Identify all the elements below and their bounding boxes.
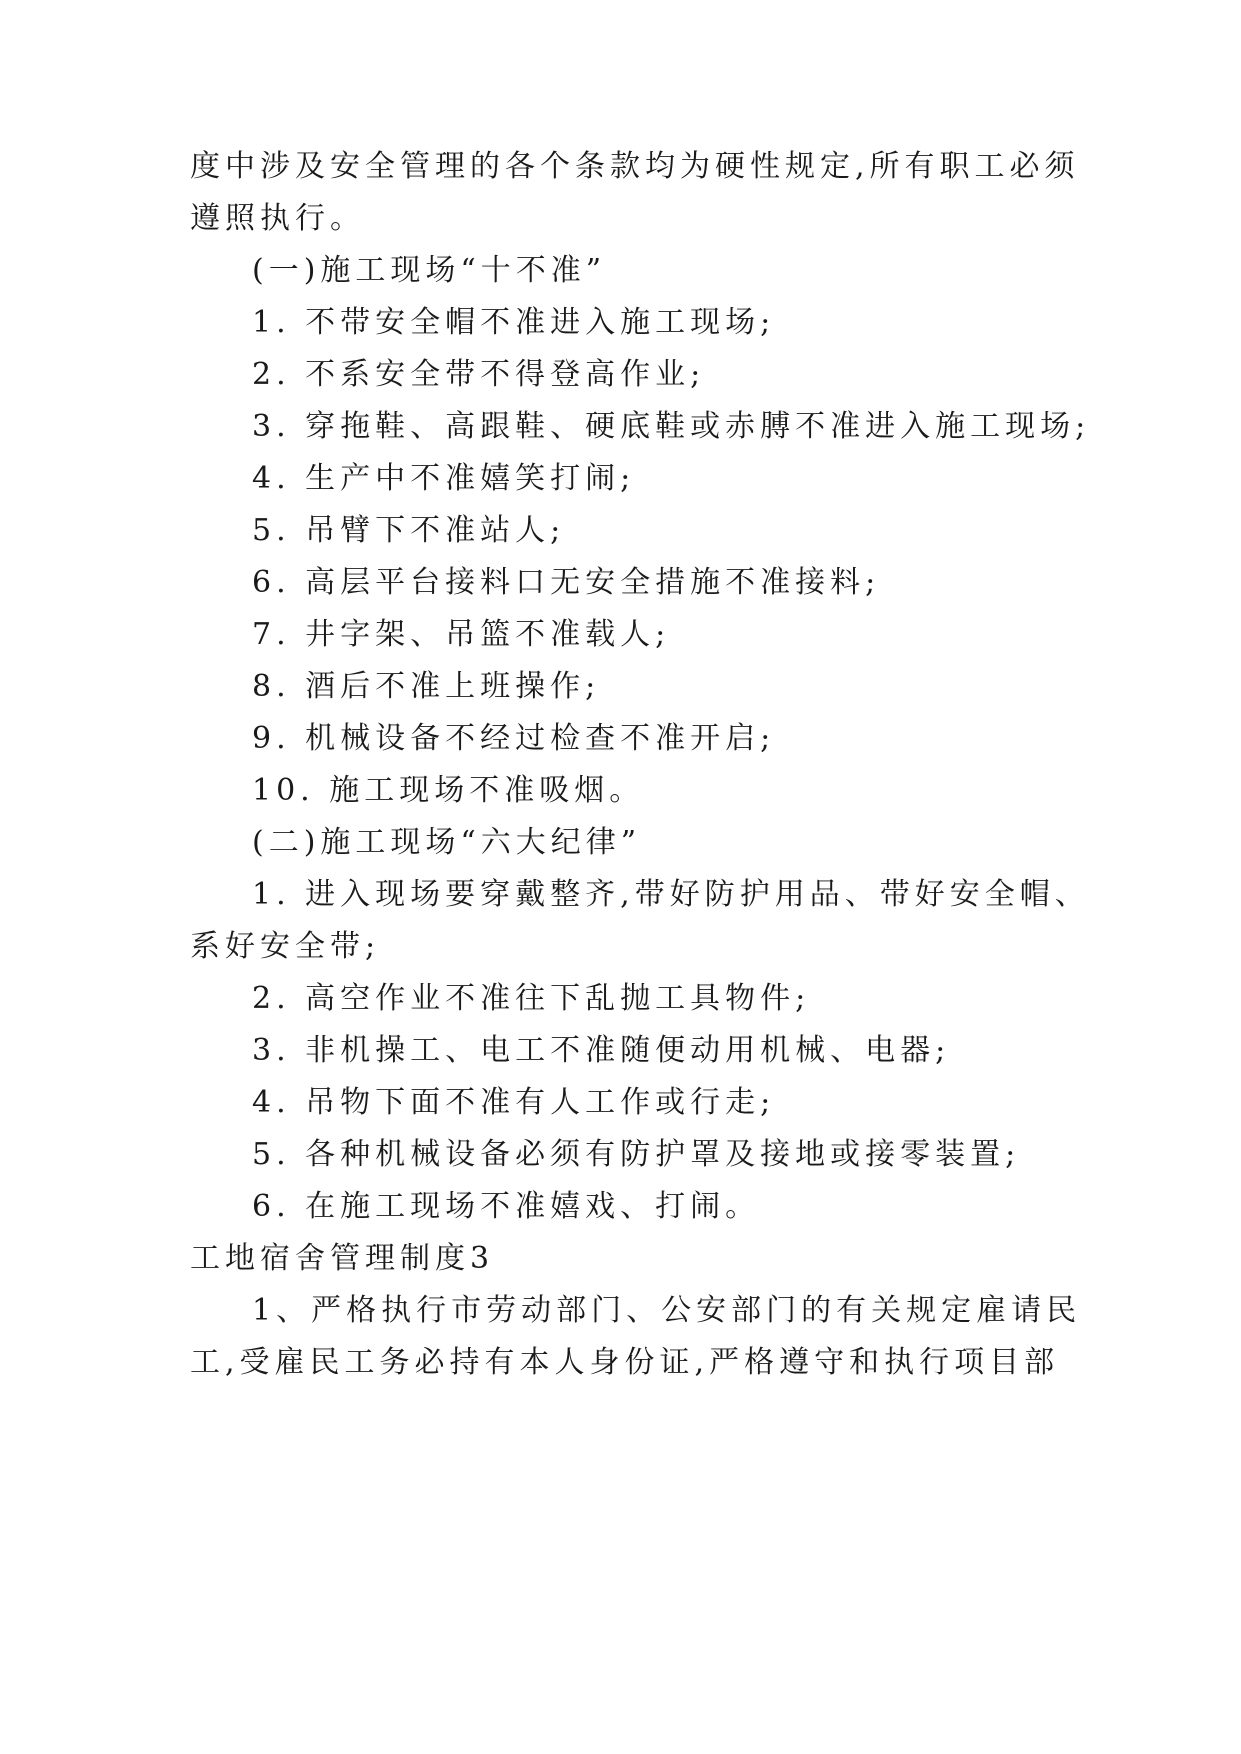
paragraph-line: 度中涉及安全管理的各个条款均为硬性规定,所有职工必须 (190, 149, 1080, 184)
list-item: 1. 不带安全帽不准进入施工现场; (252, 305, 776, 340)
paragraph-line: 系好安全带; (190, 929, 381, 964)
paragraph-line: 遵照执行。 (190, 201, 365, 236)
list-item: 9. 机械设备不经过检查不准开启; (252, 721, 776, 756)
list-item: 8. 酒后不准上班操作; (252, 669, 601, 704)
paragraph-line: 1、严格执行市劳动部门、公安部门的有关规定雇请民 (252, 1293, 1082, 1328)
list-item: 6. 在施工现场不准嬉戏、打闹。 (252, 1189, 761, 1224)
section-heading: (一)施工现场“十不准” (252, 253, 607, 288)
list-item: 6. 高层平台接料口无安全措施不准接料; (252, 565, 881, 600)
list-item: 7. 井字架、吊篮不准载人; (252, 617, 671, 652)
list-item: 4. 吊物下面不准有人工作或行走; (252, 1085, 776, 1120)
document-title: 工地宿舍管理制度3 (190, 1241, 495, 1276)
list-item: 10. 施工现场不准吸烟。 (252, 773, 645, 808)
section-heading: (二)施工现场“六大纪律” (252, 825, 642, 860)
list-item: 5. 吊臂下不准站人; (252, 513, 566, 548)
list-item: 3. 非机操工、电工不准随便动用机械、电器; (252, 1033, 951, 1068)
list-item: 3. 穿拖鞋、高跟鞋、硬底鞋或赤膊不准进入施工现场; (252, 409, 1091, 444)
paragraph-line: 工,受雇民工务必持有本人身份证,严格遵守和执行项目部 (190, 1345, 1060, 1380)
list-item: 5. 各种机械设备必须有防护罩及接地或接零装置; (252, 1137, 1021, 1172)
list-item: 4. 生产中不准嬉笑打闹; (252, 461, 636, 496)
list-item: 2. 不系安全带不得登高作业; (252, 357, 706, 392)
list-item: 1. 进入现场要穿戴整齐,带好防护用品、带好安全帽、 (252, 877, 1090, 912)
list-item: 2. 高空作业不准往下乱抛工具物件; (252, 981, 811, 1016)
